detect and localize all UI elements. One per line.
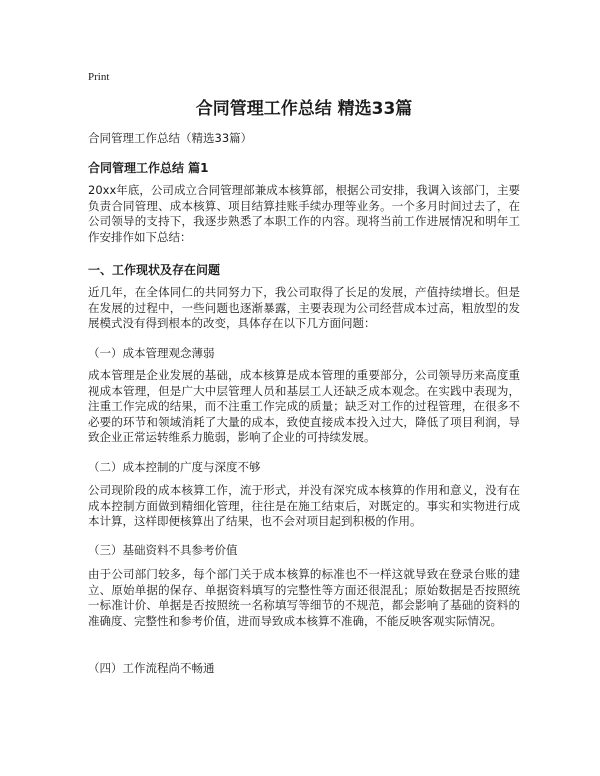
print-link[interactable]: Print [88,71,110,83]
subsection-1-paragraph: 成本管理是企业发展的基础，成本核算是成本管理的重要部分，公司领导历来高度重视成本管理，但是广大中层管理人员和基层工人还缺乏成本观念。在实践中表现为，注重工作完成的结果，而不注重工作完成的质量；缺乏对工作的过程管理，在很多不必要的环节和领域消耗了大量的成本，致使直接成本投入过大，降低了项目利润，导致企业正常运转维系力脆弱，影响了企业的可持续发展。 [88,368,520,445]
document-subtitle: 合同管理工作总结（精选33篇） [88,131,253,145]
subsection-2-paragraph: 公司现阶段的成本核算工作，流于形式，并没有深究成本核算的作用和意义，没有在成本控制方面做到精细化管理，往往是在施工结束后，对既定的。事实和实物进行成本计算，这样即便核算出了结果，也不会对项目起到积极的作用。 [88,483,520,529]
intro-paragraph: 20xx年底，公司成立合同管理部兼成本核算部，根据公司安排，我调入该部门，主要负责合同管理、成本核算、项目结算挂账手续办理等业务。一个多月时间过去了，在公司领导的支持下，我逐步熟悉了本职工作的内容。现将当前工作进展情况和明年工作安排作如下总结： [88,183,520,244]
subsection-heading-3: （三）基础资料不具参考价值 [88,543,238,557]
subsection-heading-1: （一）成本管理观念薄弱 [88,346,215,360]
subsection-3-paragraph: 由于公司部门较多，每个部门关于成本核算的标准也不一样这就导致在登录台账的建立、原始单据的保存、单据资料填写的完整性等方面还很混乱；原始数据是否按照统一标准计价、单据是否按照统一名称填写等细节的不规范，都会影响了基础的资料的准确度、完整性和参考价值，进而导致成本核算不准确，不能反映客观实际情况。 [88,567,520,628]
subsection-heading-4: （四）工作流程尚不畅通 [88,661,215,675]
subsection-heading-2: （二）成本控制的广度与深度不够 [88,460,261,474]
article-heading: 合同管理工作总结 篇1 [88,161,209,175]
section-heading-1: 一、工作现状及存在问题 [88,263,221,277]
section-1-paragraph: 近几年，在全体同仁的共同努力下，我公司取得了长足的发展，产值持续增长。但是在发展的过程中，一些问题也逐渐暴露，主要表现为公司经营成本过高，粗放型的发展模式没有得到根本的改变，具体存在以下几方面问题： [88,285,520,331]
page-title: 合同管理工作总结 精选33篇 [195,99,413,119]
